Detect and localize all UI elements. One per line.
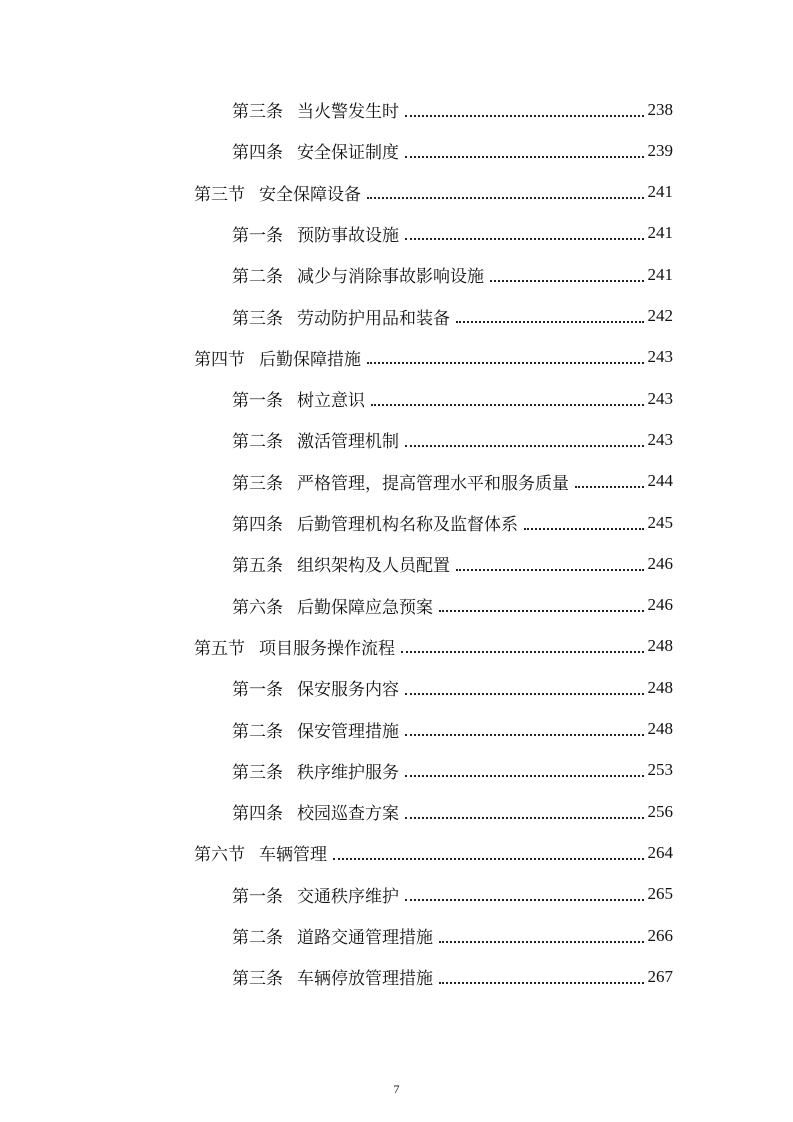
dot-leader <box>371 404 644 406</box>
toc-entry-title: 安全保证制度 <box>297 143 399 164</box>
toc-entry-page: 248 <box>647 677 673 697</box>
toc-section-row[interactable] <box>194 337 673 378</box>
toc-entry-title: 劳动防护用品和装备 <box>297 308 450 329</box>
dot-leader <box>405 445 644 447</box>
toc-item-row[interactable] <box>232 130 673 171</box>
toc-entry-number: 第五条 <box>232 556 283 577</box>
toc-entry-title: 道路交通管理措施 <box>297 928 433 948</box>
toc-entry-title: 校园巡查方案 <box>297 804 399 825</box>
toc-entry-number: 第六节 <box>194 845 245 866</box>
toc-entry-page: 248 <box>647 636 673 656</box>
toc-entry-page: 266 <box>647 925 673 945</box>
toc-entry-page: 241 <box>647 223 673 243</box>
toc-entry-page: 241 <box>647 264 673 284</box>
toc-item-row[interactable] <box>232 543 673 584</box>
toc-item-row[interactable] <box>232 296 673 337</box>
toc-entry-number: 第三条 <box>232 762 283 783</box>
dot-leader <box>367 197 644 199</box>
toc-item-row[interactable] <box>232 89 673 130</box>
toc-section-row[interactable] <box>194 832 673 873</box>
toc-entry-page: 253 <box>647 760 673 780</box>
toc-entry-number: 第四节 <box>194 349 245 370</box>
toc-entry-number: 第三条 <box>232 102 283 122</box>
toc-item-row[interactable] <box>232 502 673 543</box>
toc-item-row[interactable] <box>232 915 673 956</box>
toc-entry-page: 244 <box>647 471 673 491</box>
toc-item-row[interactable] <box>232 667 673 708</box>
toc-entry-page: 241 <box>647 182 673 202</box>
toc-entry-page: 246 <box>647 595 673 615</box>
toc-section-row[interactable] <box>194 626 673 667</box>
toc-entry-title: 后勤管理机构名称及监督体系 <box>297 515 518 535</box>
toc-entry-title: 后勤保障措施 <box>259 349 361 370</box>
dot-leader <box>405 775 644 777</box>
toc-item-row[interactable] <box>232 956 673 997</box>
toc-item-row[interactable] <box>232 709 673 750</box>
dot-leader <box>367 362 644 364</box>
page-number: 7 <box>393 1082 400 1096</box>
dot-leader <box>490 280 644 282</box>
toc-entry-number: 第二条 <box>232 721 283 742</box>
dot-leader <box>401 651 644 653</box>
toc-entry-title: 秩序维护服务 <box>297 762 399 783</box>
toc-entry-number: 第一条 <box>232 886 283 907</box>
dot-leader <box>405 156 644 158</box>
toc-entry-title: 保安服务内容 <box>297 680 399 701</box>
toc-entry-title: 项目服务操作流程 <box>259 638 395 659</box>
toc-entry-title: 减少与消除事故影响设施 <box>297 267 484 288</box>
dot-leader <box>405 899 644 901</box>
toc-entry-page: 245 <box>647 512 673 532</box>
toc-entry-number: 第二条 <box>232 267 283 288</box>
dot-leader <box>524 528 644 530</box>
toc-entry-page: 264 <box>647 842 673 862</box>
dot-leader <box>575 486 644 488</box>
toc-item-row[interactable] <box>232 254 673 295</box>
toc-entry-title: 保安管理措施 <box>297 721 399 742</box>
toc-item-row[interactable] <box>232 750 673 791</box>
toc-entry-number: 第四条 <box>232 804 283 825</box>
toc-item-row[interactable] <box>232 213 673 254</box>
toc-entry-number: 第一条 <box>232 225 283 246</box>
toc-item-row[interactable] <box>232 791 673 832</box>
dot-leader <box>439 610 644 612</box>
toc-entry-number: 第六条 <box>232 597 283 618</box>
toc-entry-page: 248 <box>647 719 673 738</box>
dot-leader <box>333 858 644 860</box>
toc-entry-page: 267 <box>647 966 673 986</box>
toc-entry-number: 第三条 <box>232 308 283 329</box>
dot-leader <box>439 982 644 984</box>
toc-entry-title: 车辆停放管理措施 <box>297 969 433 990</box>
toc-entry-number: 第二条 <box>232 928 283 948</box>
dot-leader <box>405 734 644 736</box>
toc-entry-page: 238 <box>647 99 673 119</box>
toc-entry-title: 安全保障设备 <box>259 184 361 205</box>
toc-entry-number: 第一条 <box>232 391 283 412</box>
dot-leader <box>439 941 644 943</box>
toc-entry-title: 激活管理机制 <box>297 432 399 453</box>
toc-entry-title: 后勤保障应急预案 <box>297 597 433 618</box>
toc-entry-number: 第一条 <box>232 680 283 701</box>
toc-entry-number: 第五节 <box>194 638 245 659</box>
dot-leader <box>456 569 644 571</box>
toc-item-row[interactable] <box>232 378 673 419</box>
toc-item-row[interactable] <box>232 874 673 915</box>
toc-entry-page: 239 <box>647 140 673 160</box>
dot-leader <box>456 321 644 323</box>
toc-entry-title: 车辆管理 <box>259 845 327 866</box>
toc-entry-number: 第三节 <box>194 184 245 205</box>
dot-leader <box>405 693 644 695</box>
toc-entry-title: 严格管理，提高管理水平和服务质量 <box>297 473 569 494</box>
dot-leader <box>405 238 644 240</box>
toc-entry-page: 243 <box>647 347 673 367</box>
toc-entry-number: 第三条 <box>232 969 283 990</box>
toc-entry-page: 256 <box>647 801 673 821</box>
toc-entry-title: 交通秩序维护 <box>297 886 399 907</box>
toc-item-row[interactable] <box>232 585 673 626</box>
toc-entry-number: 第三条 <box>232 473 283 494</box>
toc-entry-page: 265 <box>647 884 673 904</box>
toc-entry-title: 树立意识 <box>297 391 365 412</box>
toc-item-row[interactable] <box>232 461 673 502</box>
toc-item-row[interactable] <box>232 419 673 460</box>
dot-leader <box>405 115 644 117</box>
toc-entry-title: 预防事故设施 <box>297 225 399 246</box>
toc-entry-number: 第二条 <box>232 432 283 453</box>
toc-entry-page: 246 <box>647 553 673 573</box>
toc-entry-page: 243 <box>647 429 673 449</box>
toc-entry-title: 当火警发生时 <box>297 102 399 122</box>
toc-entry-page: 243 <box>647 388 673 408</box>
toc-entry-page: 242 <box>647 306 673 325</box>
toc-entry-title: 组织架构及人员配置 <box>297 556 450 577</box>
dot-leader <box>405 817 644 819</box>
toc-entry-number: 第四条 <box>232 143 283 164</box>
toc-entry-number: 第四条 <box>232 515 283 535</box>
toc-section-row[interactable] <box>194 172 673 213</box>
